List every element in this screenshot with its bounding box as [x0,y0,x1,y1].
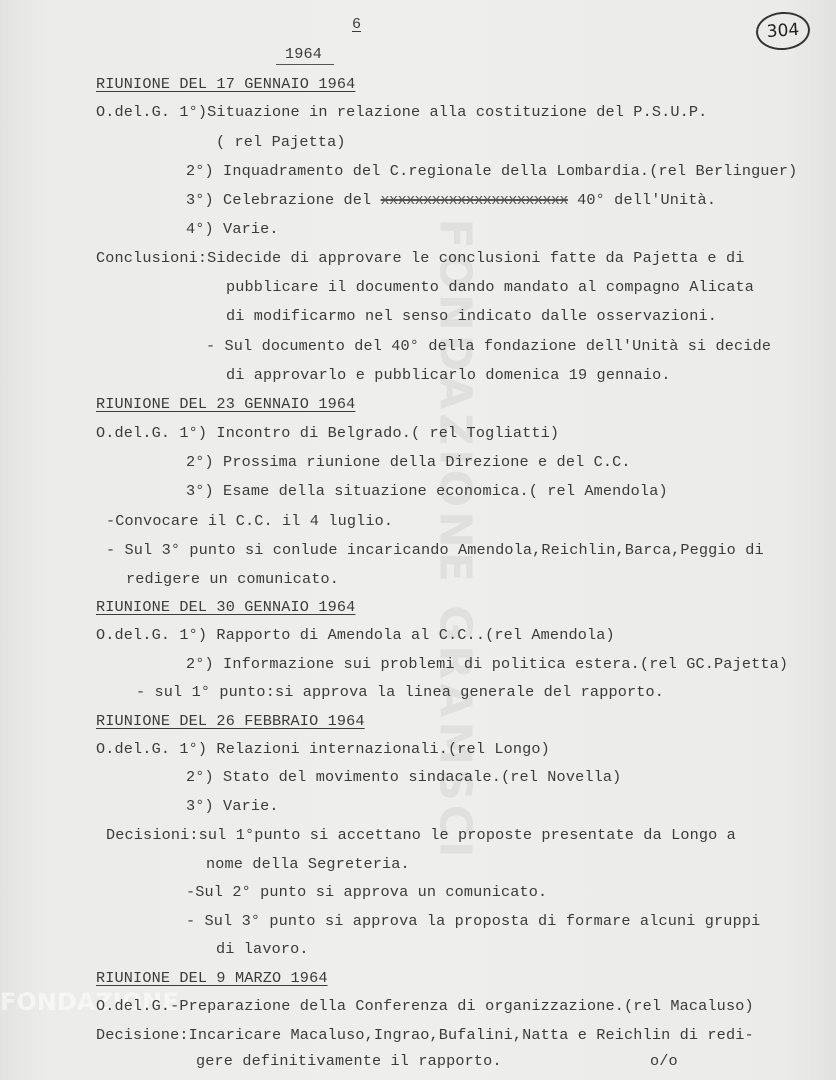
meeting-heading: RIUNIONE DEL 26 FEBBRAIO 1964 [96,712,365,730]
year-heading: 1964 [285,45,323,63]
meeting-heading: RIUNIONE DEL 17 GENNAIO 1964 [96,75,356,93]
agenda-item: 2°) Stato del movimento sindacale.(rel Novella) [186,768,622,786]
archive-watermark-corner: FONDAZIONE [0,988,179,1016]
agenda-item [186,190,716,210]
archive-number-stamp: 304 [755,10,812,52]
archive-watermark-vertical: FONDAZIONE GRAMSCI [429,218,481,862]
agenda-item: O.del.G.-Preparazione della Conferenza di organizzazione.(rel Macaluso) [96,997,754,1015]
agenda-item: 4°) Varie. [186,220,279,238]
agenda-item: 2°) Informazione sui problemi di politica estera.(rel GC.Pajetta) [186,655,789,673]
agenda-item: 2°) Inquadramento del C.regionale della Lombardia.(rel Berlinguer) [186,162,798,180]
agenda-item-text: 3°) Celebrazione del [186,191,381,209]
meeting-heading: RIUNIONE DEL 30 GENNAIO 1964 [96,598,356,616]
decision-text: - Sul 3° punto si approva la proposta di formare alcuni gruppi [186,912,761,930]
agenda-item: O.del.G. 1°) Relazioni internazionali.(rel Longo) [96,740,550,758]
decision-text: -Convocare il C.C. il 4 luglio. [106,512,394,530]
conclusion-text: pubblicare il documento dando mandato al compagno Alicata [226,278,755,296]
agenda-rapporteur: ( rel Pajetta) [216,133,346,151]
conclusion-text: Conclusioni:Sidecide di approvare le conclusioni fatte da Pajetta e di [96,249,745,267]
decision-text: Decisione:Incaricare Macaluso,Ingrao,Bufalini,Natta e Reichlin di redi- [96,1026,754,1044]
decision-text: gere definitivamente il rapporto. [196,1052,502,1070]
decision-text: nome della Segreteria. [206,855,410,873]
struck-out-text: xxxxxxxxxxxxxxxxxxxxxx [380,191,568,209]
agenda-item: O.del.G. 1°)Situazione in relazione alla costituzione del P.S.U.P. [96,103,708,121]
agenda-item: O.del.G. 1°) Incontro di Belgrado.( rel Togliatti) [96,424,560,442]
page-number: 6 [352,16,362,33]
decision-text: Decisioni:sul 1°punto si accettano le proposte presentate da Longo a [106,826,736,844]
year-underline [276,64,334,65]
agenda-item: 3°) Varie. [186,797,279,815]
conclusion-text: di modificarmo nel senso indicato dalle osservazioni. [226,307,717,325]
decision-text: redigere un comunicato. [126,570,340,588]
meeting-heading: RIUNIONE DEL 23 GENNAIO 1964 [96,395,356,413]
decision-text: - sul 1° punto:si approva la linea generale del rapporto. [136,683,665,701]
agenda-item: 2°) Prossima riunione della Direzione e del C.C. [186,453,631,471]
decision-text: di lavoro. [216,940,309,958]
agenda-item: 3°) Esame della situazione economica.( rel Amendola) [186,482,668,500]
decision-text: -Sul 2° punto si approva un comunicato. [186,883,548,901]
conclusion-text: - Sul documento del 40° della fondazione dell'Unità si decide [206,337,772,355]
agenda-item: O.del.G. 1°) Rapporto di Amendola al C.C..(rel Amendola) [96,626,615,644]
conclusion-text: di approvarlo e pubblicarlo domenica 19 gennaio. [226,366,671,384]
continuation-mark: o/o [650,1052,678,1070]
decision-text: - Sul 3° punto si conlude incaricando Amendola,Reichlin,Barca,Peggio di [106,541,764,559]
agenda-item-text: 40° dell'Unità. [567,191,717,209]
meeting-heading: RIUNIONE DEL 9 MARZO 1964 [96,969,328,987]
